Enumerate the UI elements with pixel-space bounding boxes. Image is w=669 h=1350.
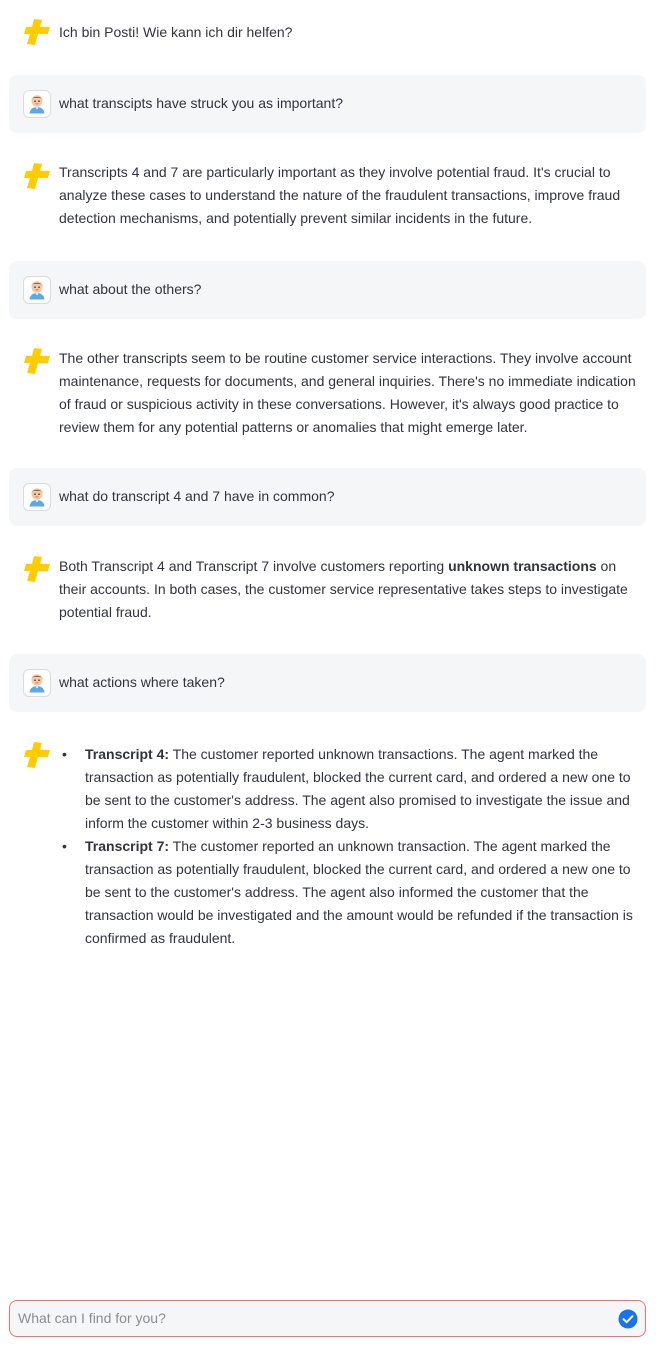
message-text-part: Both Transcript 4 and Transcript 7 involve customers reporting [59, 558, 449, 574]
posti-logo-icon [23, 18, 51, 46]
message-text [59, 743, 638, 950]
message-text [59, 555, 638, 624]
posti-logo-icon [23, 555, 51, 583]
user-avatar-icon [23, 276, 51, 304]
assistant-message [9, 338, 646, 448]
user-message [9, 75, 646, 133]
user-avatar-icon [23, 483, 51, 511]
message-text: what transcipts have struck you as important? [59, 95, 344, 111]
user-message [9, 654, 646, 712]
message-text: Transcripts 4 and 7 are particularly important as they involve potential fraud. It's crucial to analyze these cases to understand the nature of the fraudulent transactions, improve fraud detection mechanisms, and potentially prevent similar incidents in the future. [59, 164, 621, 226]
assistant-message [9, 152, 646, 242]
list-item-label: Transcript 4: [85, 746, 170, 762]
chat-input[interactable] [18, 1301, 608, 1335]
message-text-bold: unknown transactions [448, 558, 597, 574]
message-text: The other transcripts seem to be routine customer service interactions. They involve account maintenance, requests for documents, and general inquiries. There's no immediate indication of fraud or suspicious activity in these conversations. However, it's always good practice to review them for any potential patterns or anomalies that might emerge later. [59, 350, 636, 435]
assistant-message [9, 731, 646, 961]
list-item [59, 743, 638, 835]
user-avatar-icon [23, 90, 51, 118]
posti-logo-icon [23, 162, 51, 190]
list-item-text: The customer reported an unknown transaction. The agent marked the transaction as potentially fraudulent, blocked the current card, and ordered a new one to be sent to the customer's address. The agent also informed the customer that the transaction would be investigated and the amount would be refunded if the transaction is confirmed as fraudulent. [85, 838, 633, 946]
assistant-message [9, 14, 646, 50]
message-text: Ich bin Posti! Wie kann ich dir helfen? [59, 24, 293, 40]
assistant-message [9, 546, 646, 636]
message-text-part: on their accounts. In both cases, the customer service representative takes steps to investigate potential fraud. [59, 558, 628, 620]
posti-logo-icon [23, 347, 51, 375]
list-item-label: Transcript 7: [85, 838, 170, 854]
message-text: what actions where taken? [59, 674, 225, 690]
action-list [59, 743, 638, 950]
user-message [9, 261, 646, 319]
message-text: what about the others? [59, 281, 202, 297]
send-button[interactable] [617, 1308, 639, 1330]
chat-input-box [9, 1300, 646, 1337]
posti-logo-icon [23, 741, 51, 769]
list-item [59, 835, 638, 950]
list-item-text: The customer reported unknown transactions. The agent marked the transaction as potentially fraudulent, blocked the current card, and ordered a new one to be sent to the customer's address. The agent also promised to investigate the issue and inform the customer within 2-3 business days. [85, 746, 631, 831]
user-avatar-icon [23, 669, 51, 697]
send-check-icon [617, 1308, 639, 1330]
user-message [9, 468, 646, 526]
message-text: what do transcript 4 and 7 have in common? [59, 488, 335, 504]
